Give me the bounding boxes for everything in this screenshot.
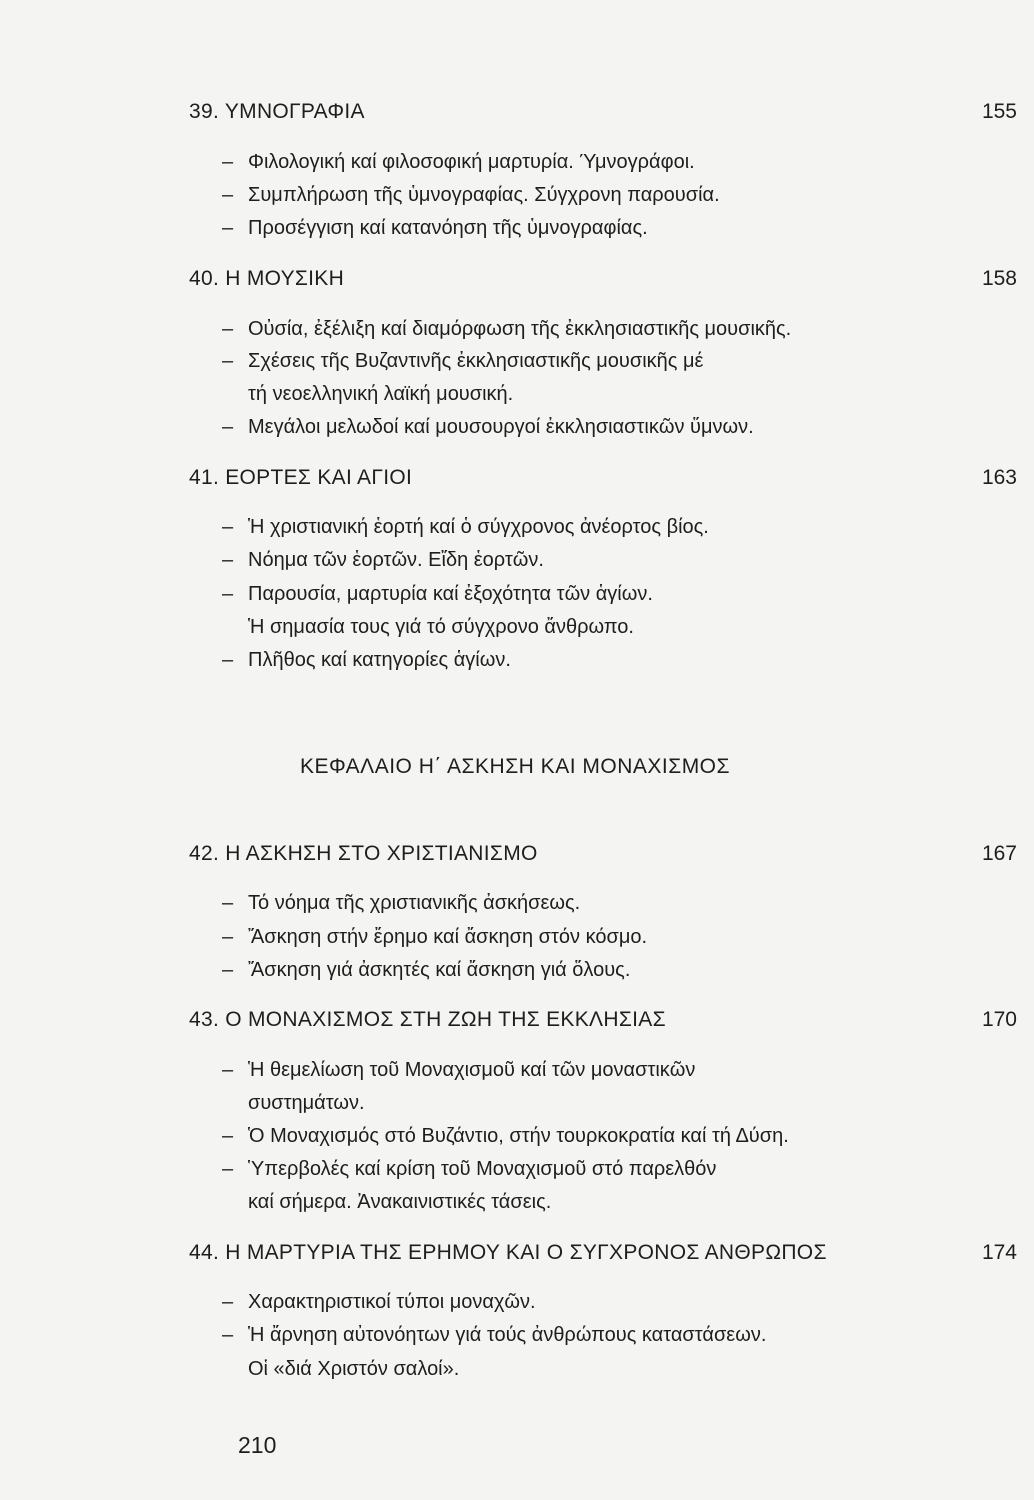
dash-mark: – <box>222 416 234 438</box>
section-heading: 40. Η ΜΟΥΣΙΚΗ <box>189 267 345 290</box>
toc-line: – Ἡ θεμελίωση τοῦ Μοναχισμοῦ καί τῶν μοναστικῶν <box>222 1059 696 1081</box>
dash-mark: – <box>222 583 234 605</box>
dash-mark: – <box>222 926 234 948</box>
section-page-number: 167 <box>981 842 1017 865</box>
toc-line: – Παρουσία, μαρτυρία καί ἐξοχότητα τῶν ἁγίων. <box>222 583 653 605</box>
toc-line: – Φιλολογική καί φιλοσοφική μαρτυρία. Ύμνογράφοι. <box>222 151 695 173</box>
dash-mark: – <box>222 1125 234 1147</box>
toc-line: – Ὁ Μοναχισμός στό Βυζάντιο, στήν τουρκοκρατία καί τή Δύση. <box>222 1125 789 1147</box>
dash-mark: – <box>222 184 234 206</box>
toc-line-continued: Οἱ «διά Χριστόν σαλοί». <box>248 1358 460 1380</box>
dash-mark: – <box>222 959 234 981</box>
section-page-number: 170 <box>981 1008 1017 1031</box>
dash-mark: – <box>222 318 234 340</box>
dash-mark: – <box>222 516 234 538</box>
toc-line: – Ἡ ἄρνηση αὐτονόητων γιά τούς ἀνθρώπους καταστάσεων. <box>222 1324 767 1346</box>
dash-mark: – <box>222 649 234 671</box>
toc-line: – Μεγάλοι μελωδοί καί μουσουργοί ἐκκλησιαστικῶν ὕμνων. <box>222 416 754 438</box>
section-page-number: 155 <box>981 100 1017 123</box>
section-page-number: 163 <box>981 466 1017 489</box>
toc-line: – Προσέγγιση καί κατανόηση τῆς ὑμνογραφίας. <box>222 217 648 239</box>
section-heading: 42. Η ΑΣΚΗΣΗ ΣΤΟ ΧΡΙΣΤΙΑΝΙΣΜΟ <box>189 842 538 865</box>
toc-line: – Οὐσία, ἐξέλιξη καί διαμόρφωση τῆς ἐκκλησιαστικῆς μουσικῆς. <box>222 318 792 340</box>
dash-mark: – <box>222 549 234 571</box>
section-page-number: 158 <box>981 267 1017 290</box>
dash-mark: – <box>222 1324 234 1346</box>
dash-mark: – <box>222 217 234 239</box>
dash-mark: – <box>222 1059 234 1081</box>
toc-line: – Πλῆθος καί κατηγορίες ἁγίων. <box>222 649 511 671</box>
section-heading: 43. Ο ΜΟΝΑΧΙΣΜΟΣ ΣΤΗ ΖΩΗ ΤΗΣ ΕΚΚΛΗΣΙΑΣ <box>189 1008 666 1031</box>
toc-line: – Ἄσκηση γιά ἀσκητές καί ἄσκηση γιά ὅλους. <box>222 959 631 981</box>
toc-line: – Συμπλήρωση τῆς ὑμνογραφίας. Σύγχρονη παρουσία. <box>222 184 720 206</box>
toc-line-continued: καί σήμερα. Ἀνακαινιστικές τάσεις. <box>248 1191 552 1213</box>
dash-mark: – <box>222 151 234 173</box>
dash-mark: – <box>222 1291 234 1313</box>
toc-line: – Ἄσκηση στήν ἔρημο καί ἄσκηση στόν κόσμο. <box>222 926 648 948</box>
chapter-title: ΚΕΦΑΛΑΙΟ Η΄ ΑΣΚΗΣΗ ΚΑΙ ΜΟΝΑΧΙΣΜΟΣ <box>300 755 730 778</box>
toc-line: – Ὑπερβολές καί κρίση τοῦ Μοναχισμοῦ στό παρελθόν <box>222 1158 717 1180</box>
dash-mark: – <box>222 350 234 372</box>
toc-line: – Νόημα τῶν ἑορτῶν. Εἴδη ἑορτῶν. <box>222 549 544 571</box>
section-heading: 39. ΥΜΝΟΓΡΑΦΙΑ <box>189 100 365 123</box>
section-heading: 41. ΕΟΡΤΕΣ ΚΑΙ ΑΓΙΟΙ <box>189 466 413 489</box>
toc-line: – Χαρακτηριστικοί τύποι μοναχῶν. <box>222 1291 536 1313</box>
dash-mark: – <box>222 892 234 914</box>
dash-mark: – <box>222 1158 234 1180</box>
toc-line-continued: Ἡ σημασία τους γιά τό σύγχρονο ἄνθρωπο. <box>248 616 634 638</box>
toc-line: – Ἡ χριστιανική ἑορτή καί ὁ σύγχρονος ἀνέορτος βίος. <box>222 516 709 538</box>
toc-line-continued: τή νεοελληνική λαϊκή μουσική. <box>248 383 514 405</box>
section-heading: 44. Η ΜΑΡΤΥΡΙΑ ΤΗΣ ΕΡΗΜΟΥ ΚΑΙ Ο ΣΥΓΧΡΟΝΟΣ ΑΝΘΡΩΠΟΣ <box>189 1241 827 1264</box>
section-page-number: 174 <box>981 1241 1017 1264</box>
toc-line-continued: συστημάτων. <box>248 1092 365 1114</box>
page-number: 210 <box>238 1432 277 1458</box>
toc-line: – Σχέσεις τῆς Βυζαντινῆς ἐκκλησιαστικῆς μουσικῆς μέ <box>222 350 704 372</box>
toc-line: – Τό νόημα τῆς χριστιανικῆς ἀσκήσεως. <box>222 892 581 914</box>
